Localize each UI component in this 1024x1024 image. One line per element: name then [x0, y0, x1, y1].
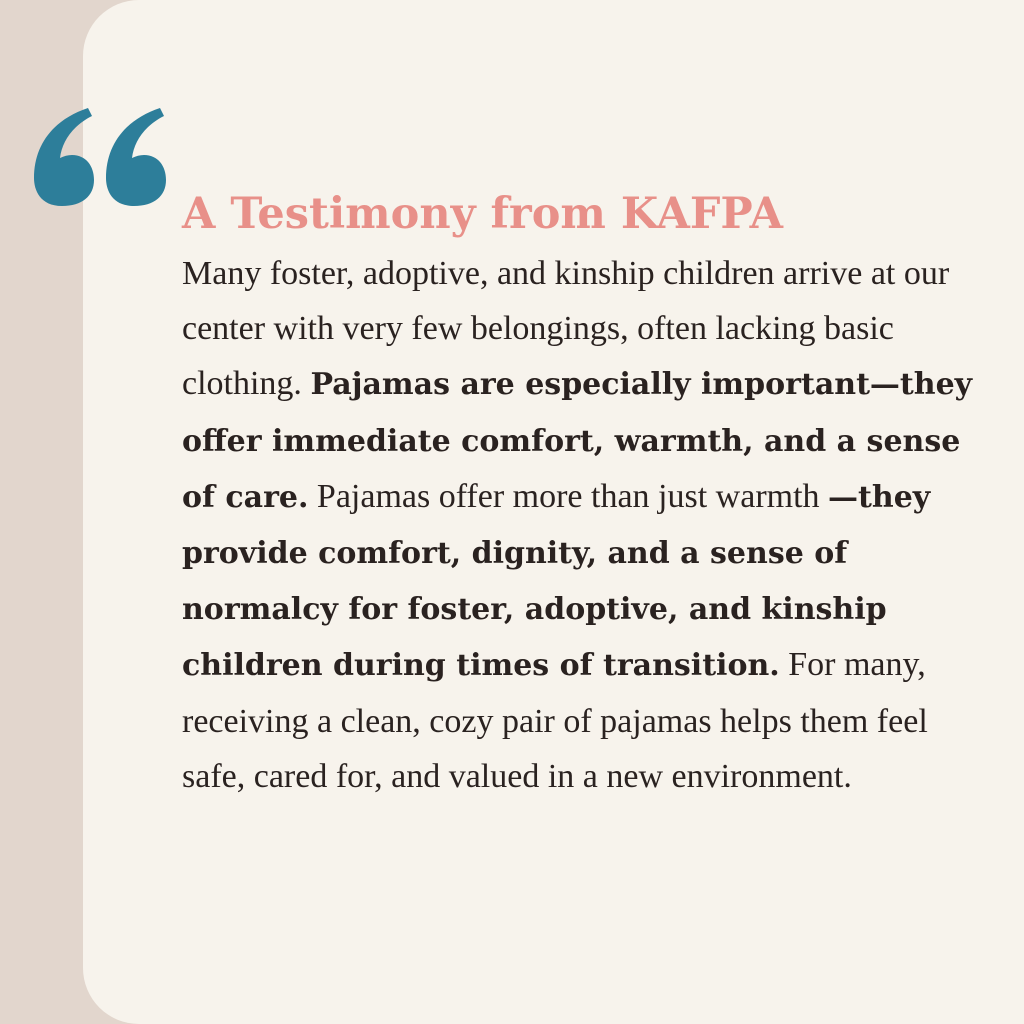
testimony-text-more-than-warmth: Pajamas offer more than just warmth [308, 477, 829, 515]
opening-double-quote-icon [30, 106, 170, 216]
quote-mark-glyph [34, 108, 166, 206]
quote-mark-left [34, 108, 94, 206]
testimony-text-comfort-dignity: —they provide comfort, dignity, and a sense of normalcy for foster, adoptive, and kinship children during times of transition. [182, 479, 931, 684]
testimony-text-intro: Many foster, adoptive, and kinship children arrive at our center with very few belongings, often lacking basic clothing. [182, 255, 950, 403]
testimony-text-closing: For many, receiving a clean, cozy pair of pajamas helps them feel safe, cared for, and valued in a new environment. [182, 646, 928, 795]
testimony-title: A Testimony from KAFPA [182, 189, 783, 239]
quote-mark-right [106, 108, 166, 206]
testimony-text-pajamas-important: Pajamas are especially important—they offer immediate comfort, warmth, and a sense of care. [182, 367, 973, 515]
testimony-body [182, 246, 992, 804]
